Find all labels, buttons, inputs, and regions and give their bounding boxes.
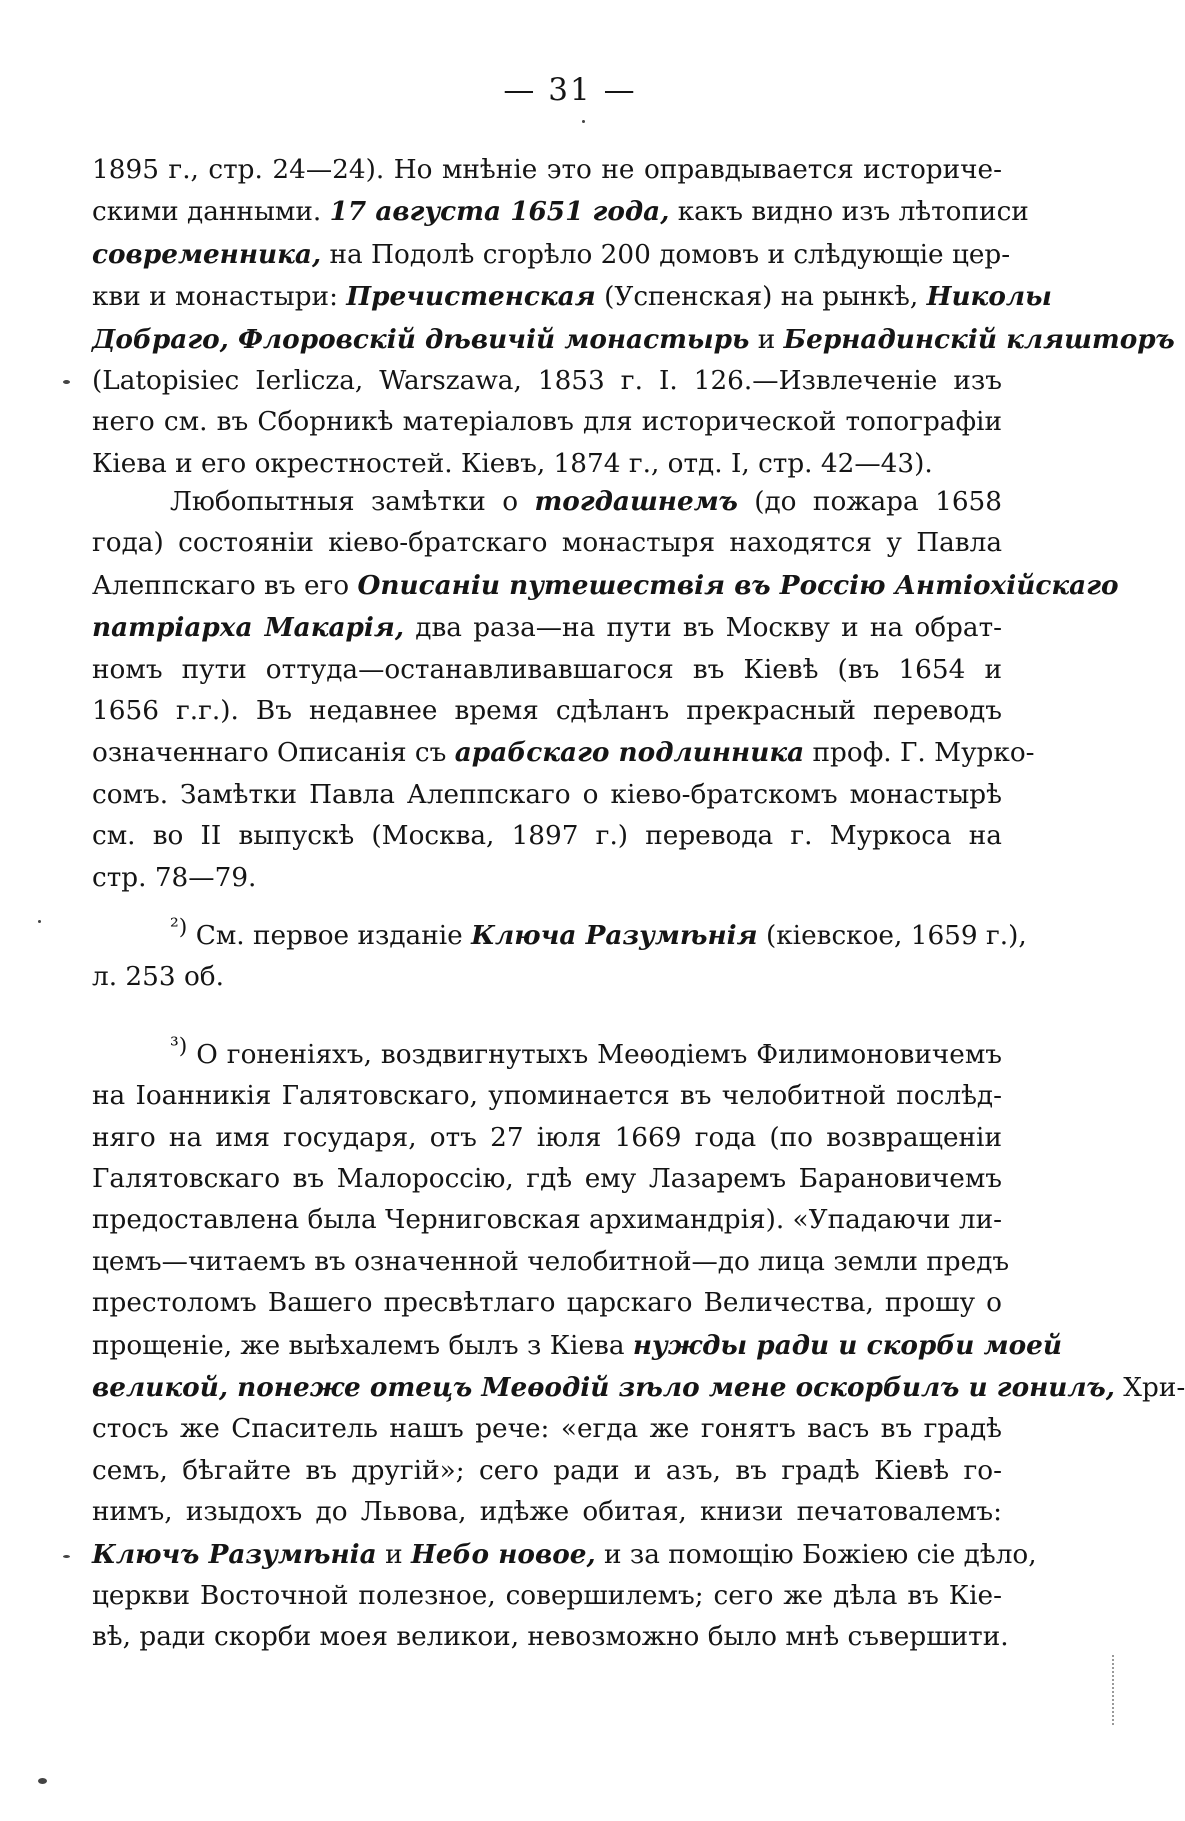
text-line: патріарха Макарія, два раза—на пути въ Москву и на обрат-: [92, 612, 1002, 644]
text-line: няго на имя государя, отъ 27 іюля 1669 года (по возвращеніи: [92, 1122, 1002, 1153]
text-line: скими данными. 17 августа 1651 года, какъ видно изъ лѣтописи: [92, 196, 1029, 228]
text-line: вѣ, ради скорби моея великои, невозможно было мнѣ съвершити.: [92, 1622, 1009, 1653]
text-line: прощеніе, же выѣхалемъ былъ з Кіева нужды ради и скорби моей: [92, 1329, 1062, 1361]
text-line: стосъ же Спаситель нашъ рече: «егда же гонятъ васъ въ градѣ: [92, 1414, 1002, 1445]
text-line: стр. 78—79.: [92, 862, 257, 893]
paragraph-fire-1651: [92, 150, 1175, 485]
scan-speck: [38, 920, 41, 923]
text-line: нимъ, изыдохъ до Львова, идѣже обитая, книзи печатовалемъ:: [92, 1497, 1002, 1528]
text-line: Любопытныя замѣтки о тогдашнемъ (до пожара 1658: [170, 486, 1003, 517]
text-line: семъ, бѣгайте въ другій»; сего ради и азъ, въ градѣ Кіевѣ го-: [92, 1455, 1002, 1486]
text-line: современника, на Подолѣ сгорѣло 200 домовъ и слѣдующіе цер-: [92, 238, 1011, 270]
text-line: означеннаго Описанія съ арабскаго подлинника проф. Г. Мурко-: [92, 737, 1035, 769]
footnote-marker: ³): [170, 1034, 188, 1059]
text-line: предоставлена была Черниговская архимандрія). «Упадаючи ли-: [92, 1205, 1003, 1236]
text-line: $^{^2)}$ См. первое изданіе Ключа Разумѣнія (кіевское, 1659 г.),: [170, 915, 1027, 951]
text-line: номъ пути оттуда—останавливавшагося въ Кіевѣ (въ 1654 и: [92, 654, 1002, 685]
text-line: Кіева и его окрестностей. Кіевъ, 1874 г., отд. I, стр. 42—43).: [92, 448, 933, 479]
text-line: 1895 г., стр. 24—24). Но мнѣніе это не оправдывается историче-: [92, 155, 1002, 185]
paragraph-paul-of-aleppo: [92, 481, 1119, 899]
text-line: 1656 г.г.). Въ недавнее время сдѣланъ прекрасный переводъ: [92, 696, 1002, 727]
scan-speck: [38, 1778, 47, 1784]
text-line: Галятовскаго въ Малороссію, гдѣ ему Лазаремъ Барановичемъ: [92, 1163, 1002, 1194]
text-line: него см. въ Сборникѣ матеріаловъ для исторической топографіи: [92, 407, 1002, 438]
text-line: Ключъ Разумѣніа и Небо новое, и за помощію Божіею сіе дѣло,: [92, 1538, 1037, 1570]
text-line: сомъ. Замѣтки Павла Алеппскаго о кіево-братскомъ монастырѣ: [92, 779, 1002, 810]
text-line: престоломъ Вашего пресвѣтлаго царскаго Величества, прошу о: [92, 1288, 1002, 1319]
scan-edge-marks: [1112, 1655, 1118, 1725]
footnote-2: [92, 907, 1027, 999]
margin-mark: [63, 380, 70, 384]
text-line: церкви Восточной полезное, совершилемъ; сего же дѣла въ Кіе-: [92, 1581, 1002, 1612]
text-line: Алеппскаго въ его Описаніи путешествія въ Россію Антіохійскаго: [92, 569, 1119, 601]
margin-mark: [63, 1555, 70, 1558]
text-line: $^{^3)}$ О гоненіяхъ, воздвигнутыхъ Меѳодіемъ Филимоновичемъ: [170, 1034, 1002, 1070]
footnote-3: [92, 1026, 1185, 1659]
text-line: Добраго, Флоровскій дѣвичій монастырь и Бернадинскій кляшторъ: [92, 323, 1175, 355]
text-line: л. 253 об.: [92, 962, 224, 993]
text-line: великой, понеже отецъ Меѳодій зѣло мене оскорбилъ и гонилъ, Хри-: [92, 1372, 1185, 1404]
text-line: на Іоанникія Галятовскаго, упоминается въ челобитной послѣд-: [92, 1081, 1002, 1112]
text-line: (Latopisiec Ierlicza, Warszawa, 1853 г. I. 126.—Извлеченіе изъ: [92, 366, 1002, 397]
text-line: см. во II выпускѣ (Москва, 1897 г.) перевода г. Муркоса на: [92, 821, 1002, 852]
text-line: кви и монастыри: Пречистенская (Успенская) на рынкѣ, Николы: [92, 281, 1052, 313]
page-number: — 31 —: [503, 72, 637, 108]
footnote-marker: ²): [170, 915, 188, 940]
text-line: года) состояніи кіево-братскаго монастыря находятся у Павла: [92, 528, 1002, 559]
text-line: цемъ—читаемъ въ означенной челобитной—до лица земли предъ: [92, 1246, 1010, 1277]
scan-speck: [582, 120, 585, 123]
